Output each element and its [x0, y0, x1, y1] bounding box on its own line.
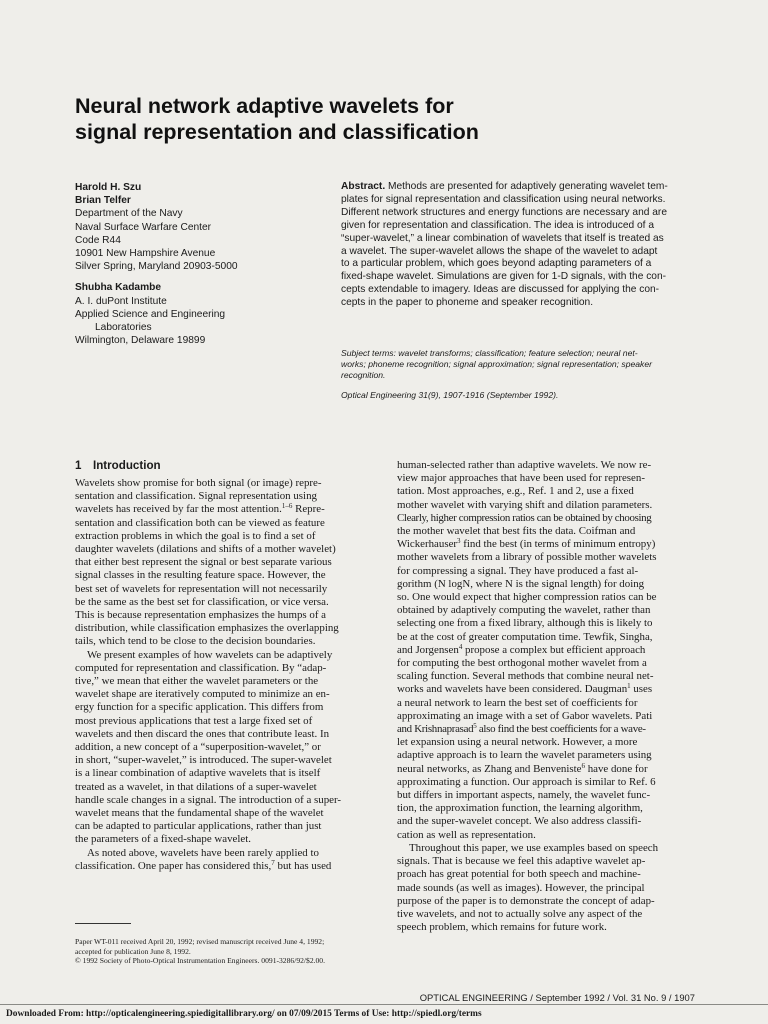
- body-line: the mother wavelet that best fits the data. Coifman and: [397, 525, 636, 538]
- body-line: tive wavelets, and not to actually solve any aspect of the: [397, 907, 643, 920]
- body-line: for computing the best orthogonal mother wavelet from a: [397, 657, 647, 670]
- abstract-line: Different network structures and energy functions are necessary and are: [341, 206, 667, 218]
- abstract-line: to a particular problem, which goes beyond adapting parameters of a: [341, 258, 652, 270]
- body-text: and Krishnaprasad: [397, 723, 474, 736]
- body-line: ergy function for a specific application. This differs from: [75, 701, 324, 714]
- reference-superscript: 6: [581, 761, 585, 770]
- body-line: wavelets and then discard the ones that contribute least. In: [75, 727, 330, 740]
- journal-footer: OPTICAL ENGINEERING / September 1992 / Vol. 31 No. 9 / 1907: [419, 992, 695, 1003]
- body-line: in short, “super-wavelet,” is introduced. The super-wavelet: [75, 754, 332, 767]
- footnote: [75, 937, 375, 966]
- body-line: treated as a wavelet, in that dilations of a super-wavelet: [75, 780, 317, 793]
- body-line: Throughout this paper, we use examples based on speech: [409, 841, 659, 854]
- body-text: find the best (in terms of minimum entropy): [460, 538, 656, 551]
- body-text: propose a complex but efficient approach: [462, 643, 646, 656]
- body-line: daughter wavelets (dilations and shifts of a mother wavelet): [75, 543, 336, 556]
- body-line: mother wavelets from a library of possible mother wavelets: [397, 551, 657, 564]
- abstract-line: fixed-shape wavelet. Simulations are given for 1-D signals, with the con-: [341, 271, 667, 283]
- download-notice: Downloaded From: http://opticalengineering.spiedigitallibrary.org/ on 07/09/2015 Terms of Use: http://spiedl.org/terms: [6, 1009, 482, 1019]
- abstract: [341, 181, 696, 310]
- subject-line: recognition.: [341, 370, 386, 381]
- body-line: view major approaches that have been used for represen-: [397, 472, 645, 485]
- section-title: Introduction: [93, 459, 161, 472]
- body-text: have done for: [584, 762, 648, 775]
- body-line: adaptive approach is to learn the wavelet parameters using: [397, 749, 652, 762]
- section-heading: [75, 459, 161, 472]
- body-line: [75, 860, 370, 873]
- body-line: wavelet shape are iteratively computed to minimize an en-: [75, 688, 330, 701]
- body-line: tion, the approximation function, the learning algorithm,: [397, 802, 643, 815]
- author-block: [75, 181, 325, 347]
- affiliation-line: Applied Science and Engineering: [75, 308, 226, 320]
- affiliation-line: 10901 New Hampshire Avenue: [75, 248, 216, 260]
- body-line: human-selected rather than adaptive wavelets. We now re-: [397, 459, 652, 471]
- footnote-line: © 1992 Society of Photo-Optical Instrumentation Engineers. 0091-3286/92/$2.00.: [75, 956, 326, 966]
- reference-superscript: 7: [271, 858, 275, 867]
- body-line: tive,” we mean that either the wavelet parameters or the: [75, 675, 319, 688]
- body-line: best set of wavelets for representation will not necessarily: [75, 582, 328, 595]
- body-line: We present examples of how wavelets can be adaptively: [87, 648, 333, 661]
- body-line: scaling function. Several methods that combine neural net-: [397, 670, 654, 683]
- abstract-line: a wavelet. The super-wavelet allows the shape of the wavelet to adapt: [341, 245, 658, 257]
- body-line: made sounds (as well as images). However, the principal: [397, 881, 645, 894]
- body-line: cation as well as representation.: [397, 828, 536, 841]
- body-line: most previous applications that test a large fixed set of: [75, 714, 313, 727]
- affiliation-line: A. I. duPont Institute: [75, 295, 167, 307]
- affiliation-line: Naval Surface Warfare Center: [75, 221, 212, 233]
- footnote-rule: [75, 923, 131, 924]
- abstract-line: [341, 181, 696, 194]
- body-line: [397, 723, 697, 736]
- body-line: tation. Most approaches, e.g., Ref. 1 and 2, use a fixed: [397, 485, 634, 498]
- body-line: and the super-wavelet concept. We also address classifi-: [397, 815, 642, 828]
- subject-line: Subject terms: wavelet transforms; classification; feature selection; neural net-: [341, 348, 638, 358]
- body-line: speech problem, which remains for future work.: [397, 921, 607, 934]
- body-line: computed for representation and classification. By “adap-: [75, 661, 327, 674]
- body-line: gorithm (N logN, where N is the signal length) for doing: [397, 577, 645, 590]
- body-line: that either best represent the signal or best separate various: [75, 556, 332, 569]
- reference-superscript: 1: [627, 682, 631, 691]
- body-line: signal classes in the resulting feature space. However, the: [75, 569, 326, 582]
- citation-text: Optical Engineering 31(9), 1907-1916 (September 1992).: [341, 390, 559, 400]
- body-line: for compressing a signal. They have produced a fast al-: [397, 564, 639, 577]
- body-text: Repre-: [292, 503, 325, 516]
- body-text: but has used: [274, 859, 332, 872]
- body-line: is a linear combination of adaptive wavelets that is itself: [75, 767, 321, 780]
- body-line: wavelet means that the fundamental shape of the wavelet: [75, 807, 324, 820]
- body-text: also find the best coefficients for a wave-: [476, 723, 646, 736]
- author-name: Shubha Kadambe: [75, 282, 162, 294]
- body-line: [397, 644, 697, 657]
- body-line: selecting one from a fixed library, although this is likely to: [397, 617, 653, 630]
- subject-terms: [341, 348, 701, 382]
- reference-superscript: 4: [458, 642, 463, 651]
- body-line: be the same as the best set for classification, or vice versa.: [75, 595, 329, 608]
- abstract-line: given for representation and classification. The idea is introduced of a: [341, 219, 654, 231]
- body-line: tails, which tend to be close to the decision boundaries.: [75, 635, 316, 648]
- body-line: Clearly, higher compression ratios can be obtained by choosing: [397, 511, 652, 524]
- body-line: proach has great potential for both speech and machine-: [397, 868, 641, 881]
- body-line: mother wavelet with varying shift and dilation parameters.: [397, 498, 653, 511]
- abstract-line: cepts extendable to imagery. Ideas are discussed for applying the con-: [341, 284, 660, 296]
- body-line: distribution, while classification emphasizes the overlapping: [75, 622, 339, 635]
- body-line: can be adapted to particular applications, rather than just: [75, 820, 322, 833]
- affiliation-line: Laboratories: [95, 322, 152, 334]
- body-line: [75, 503, 370, 516]
- reference-superscript: 3: [457, 537, 461, 546]
- affiliation-line: Code R44: [75, 234, 121, 246]
- body-text: Wickerhauser: [397, 538, 458, 551]
- reference-superscript: 1–6: [281, 502, 293, 511]
- abstract-line: plates for signal representation and classification using neural networks.: [341, 193, 666, 205]
- body-text: uses: [630, 683, 653, 696]
- paper-title: [75, 93, 715, 145]
- body-text: and Jorgensen: [397, 643, 459, 656]
- citation: [341, 390, 701, 401]
- left-column: [75, 477, 370, 873]
- reference-superscript: 5: [473, 722, 477, 731]
- section-number: 1: [75, 459, 82, 472]
- body-line: be at the cost of greater computation time. Tewfik, Singha,: [397, 630, 653, 643]
- body-line: purpose of the paper is to demonstrate the concept of adap-: [397, 894, 655, 907]
- body-text: wavelets has received by far the most attention.: [75, 503, 282, 516]
- footnote-line: Paper WT-011 received April 20, 1992; revised manuscript received June 4, 1992;: [75, 937, 325, 946]
- body-line: addition, a new concept of a “superposition-wavelet,” or: [75, 741, 321, 754]
- subject-line: works; phoneme recognition; signal approximation; signal representation; speaker: [341, 359, 652, 370]
- body-line: handle scale changes in a signal. The introduction of a super-: [75, 793, 342, 806]
- body-line: [397, 763, 697, 776]
- author-name: Harold H. Szu: [75, 182, 142, 193]
- abstract-line: cepts in the paper to phoneme and speaker recognition.: [341, 297, 594, 309]
- body-line: signals. That is because we feel this adaptive wavelet ap-: [397, 855, 646, 868]
- body-text: works and wavelets have been considered. Daugman: [397, 683, 628, 696]
- title-line: signal representation and classification: [75, 120, 479, 144]
- affiliation-line: Wilmington, Delaware 19899: [75, 335, 206, 347]
- body-line: the parameters of a fixed-shape wavelet.: [75, 833, 251, 846]
- body-line: obtained by adaptively computing the wavelet, rather than: [397, 604, 651, 617]
- body-line: approximating an image with a set of Gabor wavelets. Pati: [397, 709, 653, 722]
- body-line: Wavelets show promise for both signal (or image) repre-: [75, 477, 322, 489]
- body-text: neural networks, as Zhang and Benveniste: [397, 762, 582, 775]
- body-line: As noted above, wavelets have been rarely applied to: [87, 846, 319, 859]
- abstract-label: Abstract.: [341, 181, 386, 192]
- abstract-text: Methods are presented for adaptively generating wavelet tem-: [385, 181, 668, 192]
- right-column: [397, 459, 697, 934]
- abstract-line: “super-wavelet,” a linear combination of wavelets that itself is treated as: [341, 232, 664, 244]
- body-line: sentation and classification both can be viewed as feature: [75, 516, 325, 529]
- body-line: extraction problems in which the goal is to find a set of: [75, 529, 316, 542]
- body-line: [397, 683, 697, 696]
- body-line: [397, 538, 697, 551]
- footnote-line: accepted for publication June 8, 1992.: [75, 946, 191, 956]
- body-line: approximating a function. Our approach is similar to Ref. 6: [397, 775, 656, 788]
- body-line: let expansion using a neural network. However, a more: [397, 736, 638, 749]
- author-name: Brian Telfer: [75, 195, 131, 207]
- body-line: a neural network to learn the best set of coefficients for: [397, 696, 638, 709]
- title-line: Neural network adaptive wavelets for: [75, 94, 454, 118]
- body-line: This is because representation emphasizes the humps of a: [75, 609, 327, 622]
- affiliation-line: Department of the Navy: [75, 208, 183, 220]
- body-text: classification. One paper has considered this,: [75, 859, 272, 872]
- body-line: so. One would expect that higher compression ratios can be: [397, 591, 657, 604]
- affiliation-line: Silver Spring, Maryland 20903-5000: [75, 261, 238, 273]
- download-divider: [0, 1004, 768, 1005]
- body-line: sentation and classification. Signal representation using: [75, 490, 317, 503]
- body-line: but differs in important aspects, namely, the wavelet func-: [397, 789, 651, 802]
